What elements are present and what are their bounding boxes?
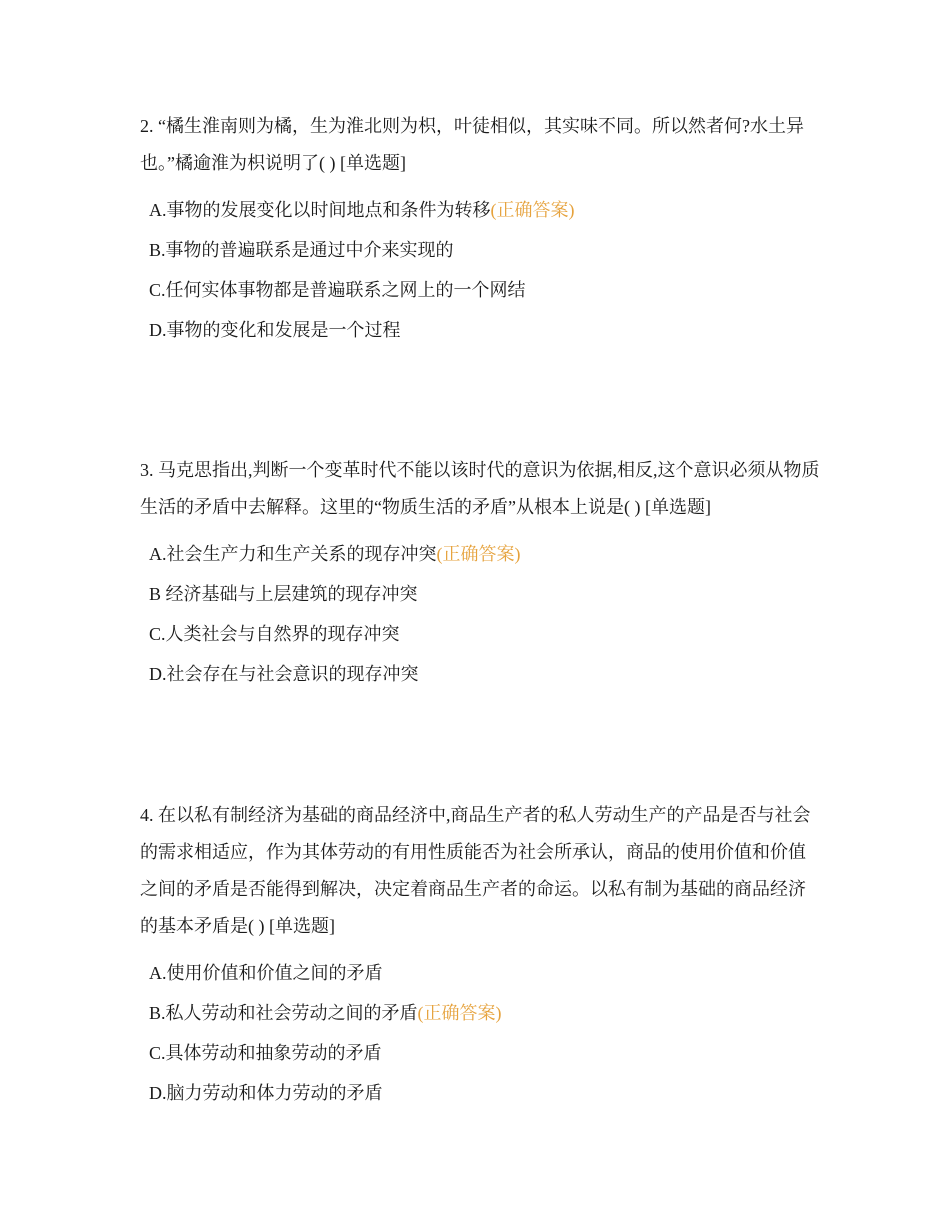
option-text: A.事物的发展变化以时间地点和条件为转移 <box>149 200 491 220</box>
option-d <box>149 1073 820 1113</box>
option-c <box>149 270 820 310</box>
option-c <box>149 614 820 654</box>
question-3 <box>140 452 820 694</box>
correct-answer-mark: (正确答案) <box>436 544 521 564</box>
option-list <box>140 953 820 1113</box>
option-text: B 经济基础与上层建筑的现存冲突 <box>149 584 418 604</box>
correct-answer-mark: (正确答案) <box>417 1003 502 1023</box>
option-b <box>149 230 820 270</box>
option-text: D.社会存在与社会意识的现存冲突 <box>149 664 419 684</box>
option-text: C.任何实体事物都是普遍联系之网上的一个网结 <box>149 280 526 300</box>
option-text: A.使用价值和价值之间的矛盾 <box>149 963 383 983</box>
option-a <box>149 190 820 230</box>
option-a <box>149 953 820 993</box>
option-d <box>149 310 820 350</box>
option-b <box>149 993 820 1033</box>
option-a <box>149 534 820 574</box>
option-b <box>149 574 820 614</box>
question-stem: 2. “橘生淮南则为橘，生为淮北则为枳，叶徒相似，其实味不同。所以然者何?水土异也。”橘逾淮为枳说明了( ) [单选题] <box>140 116 804 173</box>
option-text: C.具体劳动和抽象劳动的矛盾 <box>149 1043 382 1063</box>
question-4 <box>140 797 820 1113</box>
question-2 <box>140 108 820 350</box>
option-c <box>149 1033 820 1073</box>
question-stem: 3. 马克思指出,判断一个变革时代不能以该时代的意识为依据,相反,这个意识必须从物质生活的矛盾中去解释。这里的“物质生活的矛盾”从根本上说是( ) [单选题] <box>140 460 820 517</box>
option-text: D.脑力劳动和体力劳动的矛盾 <box>149 1083 383 1103</box>
option-text: B.私人劳动和社会劳动之间的矛盾 <box>149 1003 418 1023</box>
option-d <box>149 654 820 694</box>
option-text: B.事物的普遍联系是通过中介来实现的 <box>149 240 454 260</box>
option-text: C.人类社会与自然界的现存冲突 <box>149 624 400 644</box>
option-list <box>140 534 820 694</box>
correct-answer-mark: (正确答案) <box>490 200 575 220</box>
option-list <box>140 190 820 350</box>
option-text: A.社会生产力和生产关系的现存冲突 <box>149 544 437 564</box>
question-stem: 4. 在以私有制经济为基础的商品经济中,商品生产者的私人劳动生产的产品是否与社会的需求相适应，作为其体劳动的有用性质能否为社会所承认，商品的使用价值和价值之间的矛盾是否能得到解决，决定着商品生产者的命运。以私有制为基础的商品经济的基本矛盾是( ) [单选题] <box>140 805 811 936</box>
option-text: D.事物的变化和发展是一个过程 <box>149 320 401 340</box>
